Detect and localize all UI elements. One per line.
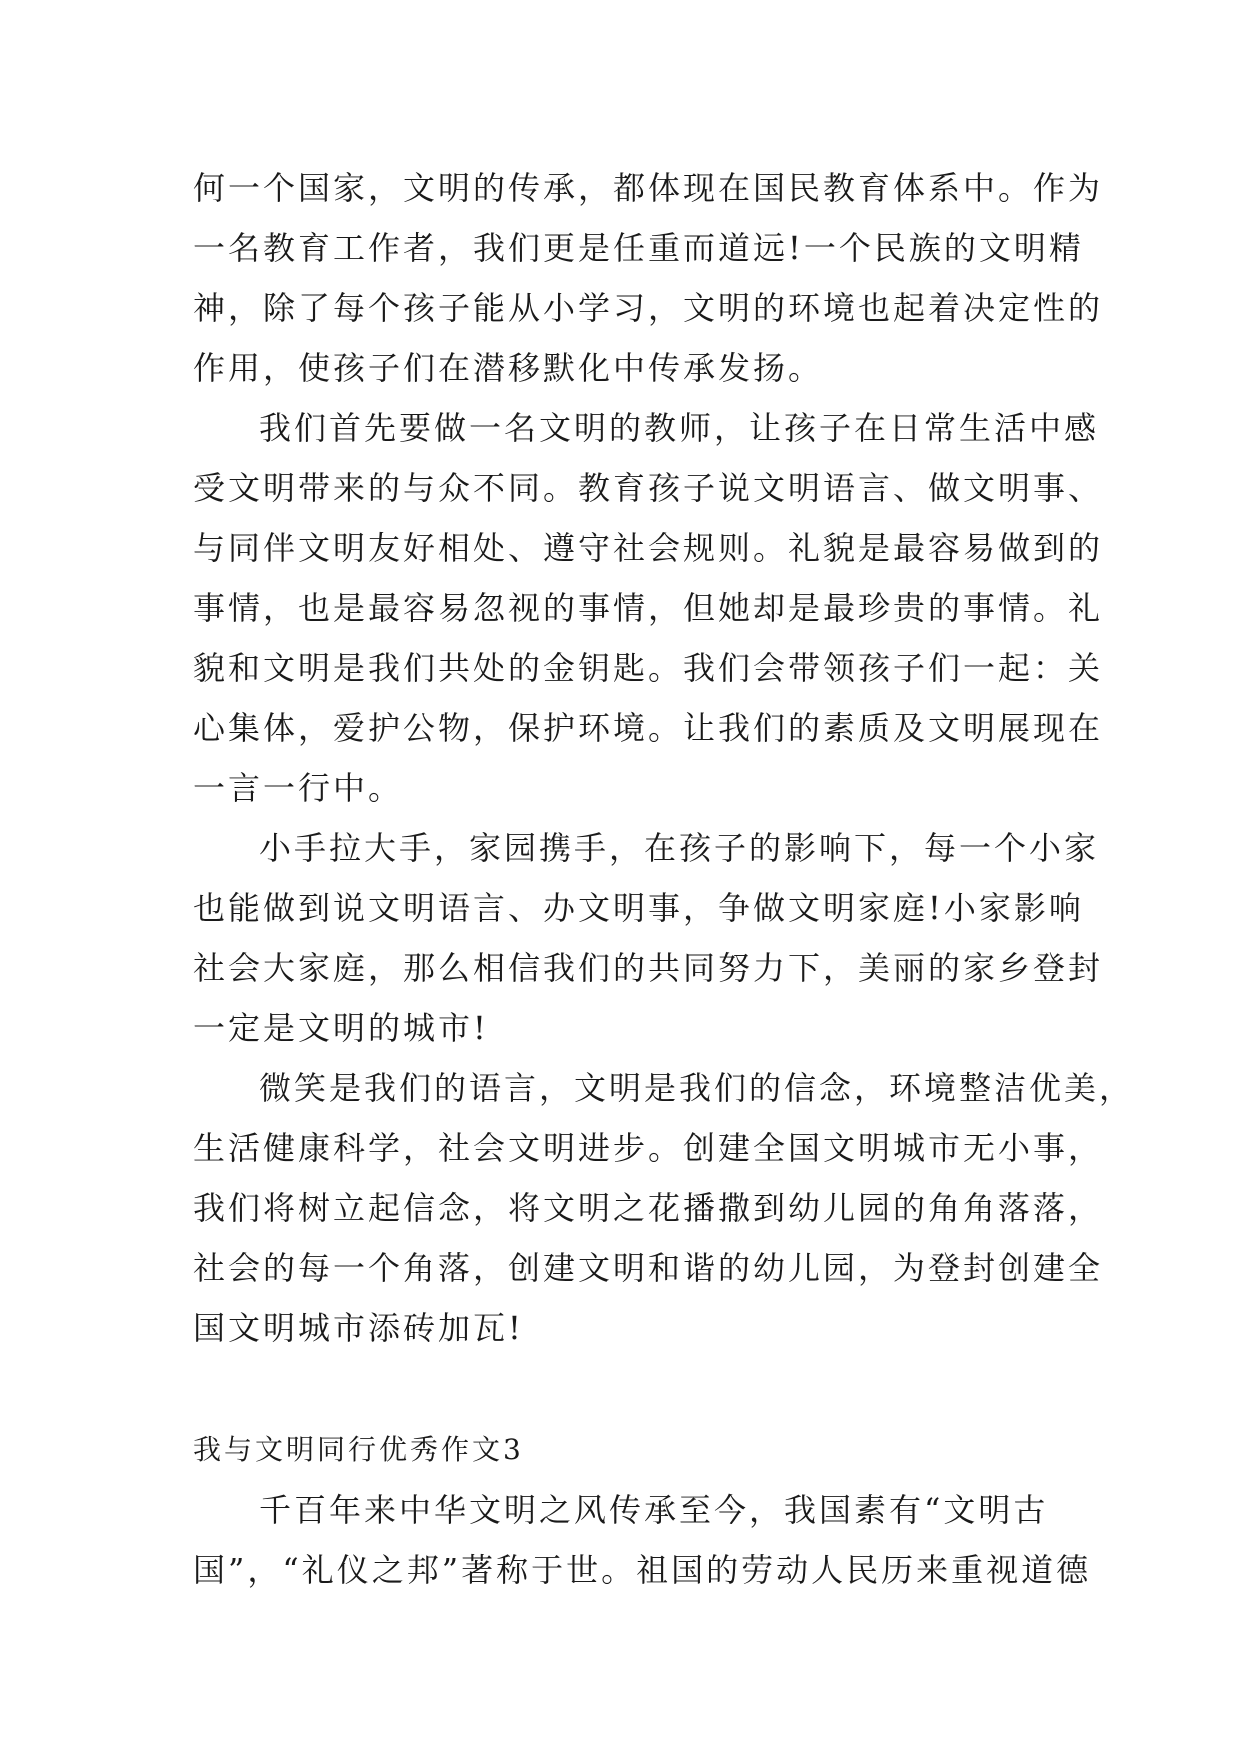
text-line: 事情，也是最容易忽视的事情，但她却是最珍贵的事情。礼 — [193, 589, 1104, 627]
section-spacer — [193, 1358, 1051, 1420]
paragraph-1 — [193, 158, 1104, 398]
text-line: 生活健康科学，社会文明进步。创建全国文明城市无小事， — [193, 1129, 1104, 1167]
text-line: 国文明城市添砖加瓦! — [193, 1309, 524, 1347]
paragraph-4 — [193, 1058, 1135, 1358]
text-line: 千百年来中华文明之风传承至今，我国素有“文明古 — [259, 1491, 1049, 1529]
text-line: 微笑是我们的语言，文明是我们的信念，环境整洁优美， — [259, 1069, 1135, 1107]
text-line: 也能做到说文明语言、办文明事，争做文明家庭!小家影响 — [193, 889, 1084, 927]
text-line: 与同伴文明友好相处、遵守社会规则。礼貌是最容易做到的 — [193, 529, 1104, 567]
section-heading: 我与文明同行优秀作文3 — [193, 1433, 524, 1466]
text-line: 何一个国家，文明的传承，都体现在国民教育体系中。作为 — [193, 169, 1104, 207]
paragraph-3 — [193, 818, 1104, 1058]
text-line: 一名教育工作者，我们更是任重而道远!一个民族的文明精 — [193, 229, 1084, 267]
text-line: 受文明带来的与众不同。教育孩子说文明语言、做文明事、 — [193, 469, 1104, 507]
document-page — [193, 158, 1135, 1600]
text-line: 貌和文明是我们共处的金钥匙。我们会带领孩子们一起：关 — [193, 649, 1104, 687]
text-line: 神，除了每个孩子能从小学习，文明的环境也起着决定性的 — [193, 289, 1104, 327]
text-line: 一定是文明的城市! — [193, 1009, 489, 1047]
paragraph-5 — [193, 1480, 1092, 1600]
paragraph-2 — [193, 398, 1104, 818]
text-line: 社会的每一个角落，创建文明和谐的幼儿园，为登封创建全 — [193, 1249, 1104, 1287]
text-line: 作用，使孩子们在潜移默化中传承发扬。 — [193, 349, 824, 387]
text-line: 一言一行中。 — [193, 769, 404, 807]
text-line: 我们将树立起信念，将文明之花播撒到幼儿园的角角落落， — [193, 1189, 1104, 1227]
text-line: 心集体，爱护公物，保护环境。让我们的素质及文明展现在 — [193, 709, 1104, 747]
text-line: 小手拉大手，家园携手，在孩子的影响下，每一个小家 — [259, 829, 1100, 867]
text-line: 我们首先要做一名文明的教师，让孩子在日常生活中感 — [259, 409, 1100, 447]
text-line: 社会大家庭，那么相信我们的共同努力下，美丽的家乡登封 — [193, 949, 1104, 987]
text-line: 国”，“礼仪之邦”著称于世。祖国的劳动人民历来重视道德 — [193, 1551, 1092, 1589]
